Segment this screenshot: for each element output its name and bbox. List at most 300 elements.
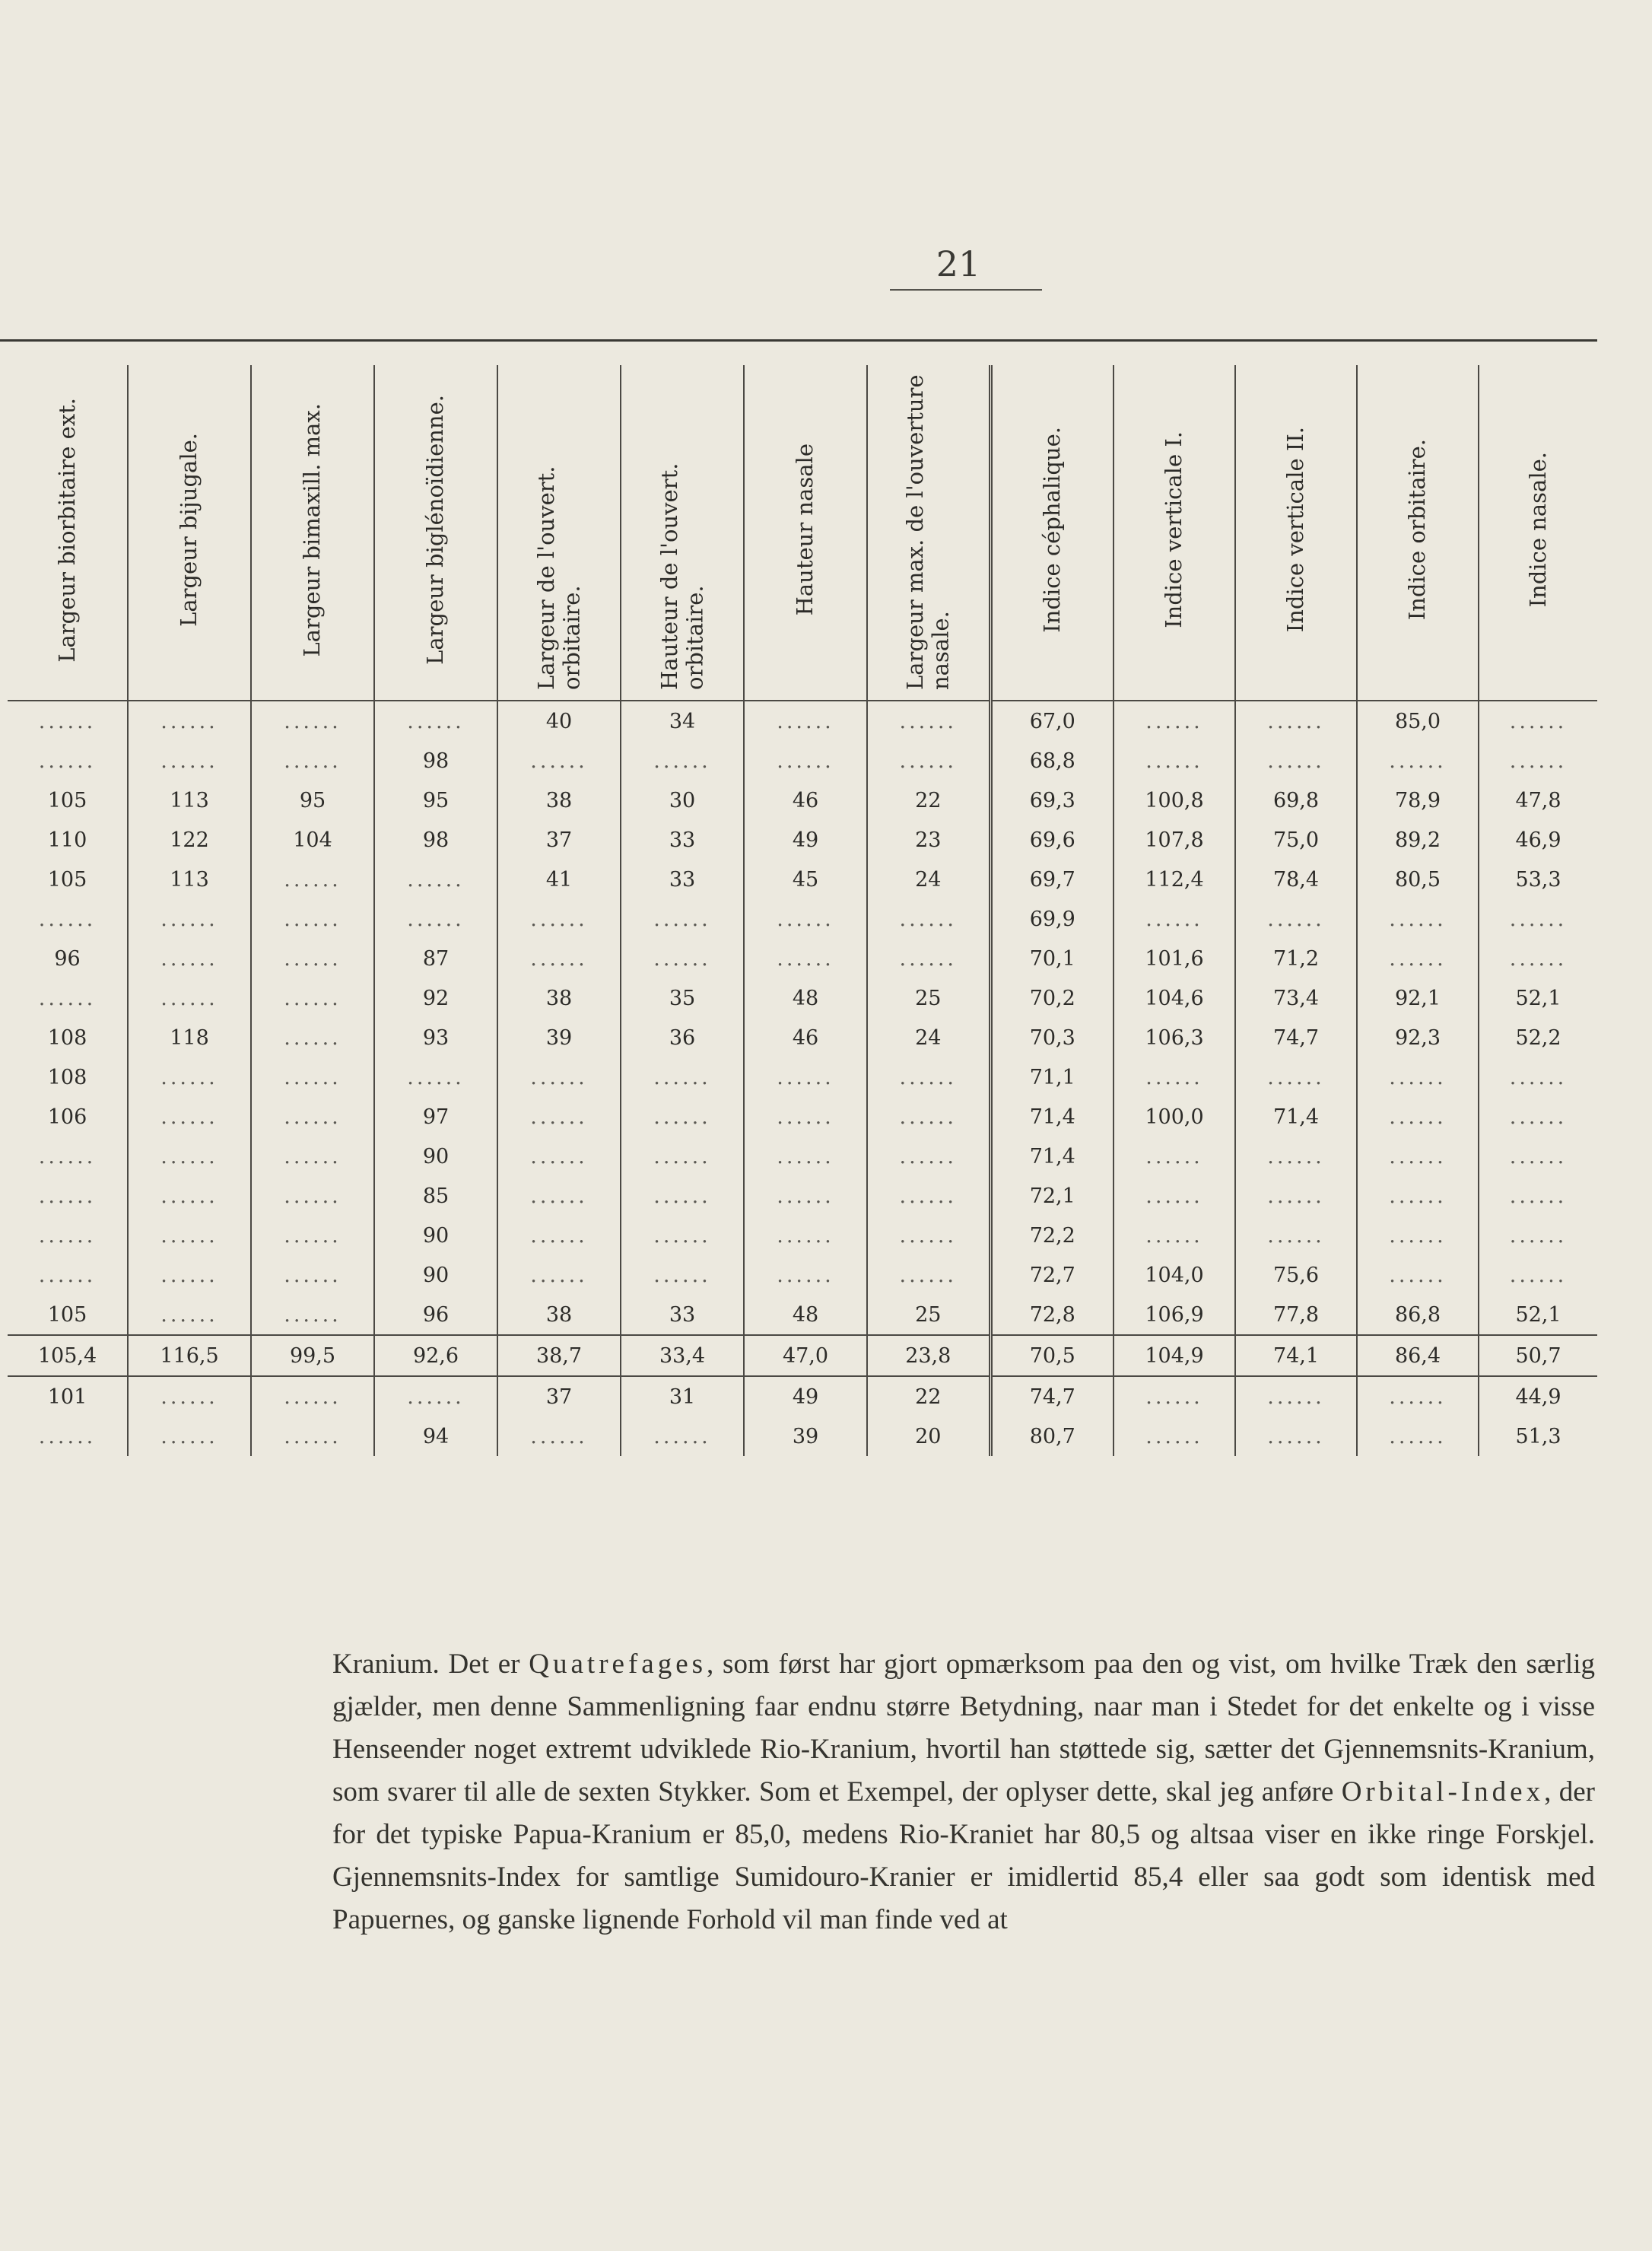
empty-marker: ......	[38, 986, 97, 1010]
empty-marker: ......	[1509, 907, 1568, 931]
empty-marker: ......	[653, 749, 711, 773]
column-header	[251, 365, 374, 701]
empty-cell	[1357, 899, 1479, 939]
empty-marker: ......	[160, 1385, 218, 1409]
empty-marker: ......	[530, 907, 588, 931]
table-cell: 116,5	[128, 1335, 251, 1376]
column-header-label: Largeur bijugale.	[176, 433, 202, 627]
empty-marker: ......	[653, 1144, 711, 1168]
empty-marker: ......	[38, 1223, 97, 1248]
empty-marker: ......	[284, 986, 342, 1010]
empty-cell	[251, 1018, 374, 1057]
empty-marker: ......	[899, 749, 957, 773]
empty-marker: ......	[160, 986, 218, 1010]
table-cell: 101,6	[1114, 939, 1235, 978]
table-cell: 113	[128, 860, 251, 899]
empty-cell	[744, 741, 867, 781]
table-cell: 38	[497, 781, 621, 820]
table-cell: 48	[744, 1295, 867, 1335]
empty-marker: ......	[1267, 907, 1325, 931]
empty-marker: ......	[899, 1223, 957, 1248]
empty-cell	[1357, 1255, 1479, 1295]
empty-marker: ......	[899, 907, 957, 931]
table-cell: 72,1	[990, 1176, 1114, 1216]
empty-marker: ......	[284, 1025, 342, 1050]
table-cell: 112,4	[1114, 860, 1235, 899]
empty-cell	[621, 1057, 744, 1097]
empty-cell	[1114, 701, 1235, 741]
empty-marker: ......	[160, 1105, 218, 1129]
empty-cell	[1357, 1216, 1479, 1255]
table-cell: 46,9	[1479, 820, 1597, 860]
table-cell: 49	[744, 1376, 867, 1416]
empty-marker: ......	[1267, 709, 1325, 733]
empty-cell	[1235, 1376, 1357, 1416]
empty-cell	[744, 899, 867, 939]
table-cell: 93	[374, 1018, 497, 1057]
empty-marker: ......	[1145, 907, 1203, 931]
table-cell: 72,8	[990, 1295, 1114, 1335]
table-row	[8, 1097, 1597, 1137]
empty-cell	[128, 978, 251, 1018]
table-cell: 25	[867, 978, 990, 1018]
table-cell: 104,0	[1114, 1255, 1235, 1295]
empty-cell	[251, 860, 374, 899]
empty-marker: ......	[1389, 946, 1447, 971]
empty-marker: ......	[160, 749, 218, 773]
empty-cell	[8, 741, 128, 781]
empty-cell	[621, 1176, 744, 1216]
table-cell: 69,8	[1235, 781, 1357, 820]
empty-marker: ......	[530, 1144, 588, 1168]
empty-marker: ......	[1509, 1184, 1568, 1208]
table-cell: 44,9	[1479, 1376, 1597, 1416]
empty-cell	[251, 1376, 374, 1416]
empty-cell	[251, 701, 374, 741]
empty-cell	[374, 701, 497, 741]
table-cell: 70,3	[990, 1018, 1114, 1057]
table-cell: 77,8	[1235, 1295, 1357, 1335]
empty-cell	[867, 1137, 990, 1176]
table-cell: 70,1	[990, 939, 1114, 978]
empty-cell	[1235, 741, 1357, 781]
table-cell: 92,1	[1357, 978, 1479, 1018]
empty-cell	[1357, 1376, 1479, 1416]
column-header	[990, 365, 1114, 701]
table-cell: 90	[374, 1137, 497, 1176]
table-cell: 50,7	[1479, 1335, 1597, 1376]
empty-cell	[128, 1057, 251, 1097]
table-cell: 75,6	[1235, 1255, 1357, 1295]
empty-marker: ......	[1267, 1223, 1325, 1248]
column-header	[621, 365, 744, 701]
empty-cell	[1114, 1137, 1235, 1176]
empty-marker: ......	[899, 1144, 957, 1168]
empty-marker: ......	[1145, 1144, 1203, 1168]
table-cell: 49	[744, 820, 867, 860]
empty-cell	[744, 701, 867, 741]
average-row	[8, 1335, 1597, 1376]
empty-cell	[1357, 1176, 1479, 1216]
column-header	[744, 365, 867, 701]
table-cell: 105,4	[8, 1335, 128, 1376]
empty-cell	[128, 1416, 251, 1456]
table-cell: 110	[47, 828, 87, 852]
table-cell: 47,0	[744, 1335, 867, 1376]
empty-cell	[1479, 1057, 1597, 1097]
empty-marker: ......	[284, 709, 342, 733]
empty-marker: ......	[284, 1424, 342, 1448]
empty-cell	[1357, 939, 1479, 978]
table-cell: 30	[621, 781, 744, 820]
table-cell: 41	[497, 860, 621, 899]
empty-marker: ......	[160, 1065, 218, 1089]
empty-marker: ......	[1389, 1385, 1447, 1409]
table-cell: 24	[867, 1018, 990, 1057]
table-cell: 90	[374, 1255, 497, 1295]
table-cell: 78,9	[1357, 781, 1479, 820]
table-cell: 69,6	[990, 820, 1114, 860]
header-row	[8, 365, 1597, 701]
empty-cell	[251, 1137, 374, 1176]
column-header-label: Indice nasale.	[1524, 452, 1551, 608]
index-term: Orbital-Index	[1341, 1776, 1545, 1807]
empty-cell	[621, 1137, 744, 1176]
empty-marker: ......	[777, 907, 834, 931]
empty-cell	[1479, 1097, 1597, 1137]
table-cell: 92,3	[1357, 1018, 1479, 1057]
table-top-rule	[0, 339, 1597, 342]
column-header-label: Indice verticale II.	[1282, 427, 1309, 633]
empty-marker: ......	[284, 1223, 342, 1248]
empty-cell	[1114, 1057, 1235, 1097]
table-cell: 52,1	[1479, 1295, 1597, 1335]
empty-marker: ......	[284, 1065, 342, 1089]
empty-marker: ......	[530, 1184, 588, 1208]
empty-marker: ......	[1145, 1385, 1203, 1409]
empty-marker: ......	[777, 749, 834, 773]
table-cell: 67,0	[990, 701, 1114, 741]
empty-cell	[497, 1137, 621, 1176]
empty-cell	[1114, 741, 1235, 781]
empty-marker: ......	[160, 1424, 218, 1448]
empty-cell	[251, 1216, 374, 1255]
empty-cell	[867, 701, 990, 741]
empty-cell	[8, 978, 128, 1018]
column-header-label: Largeur biglénoïdienne.	[422, 395, 449, 665]
empty-marker: ......	[407, 1385, 465, 1409]
table-cell: 85	[374, 1176, 497, 1216]
empty-marker: ......	[160, 1184, 218, 1208]
empty-cell	[251, 1416, 374, 1456]
empty-cell	[128, 1216, 251, 1255]
empty-cell	[374, 860, 497, 899]
empty-cell	[1235, 1057, 1357, 1097]
empty-cell	[1357, 741, 1479, 781]
measurement-table	[8, 365, 1597, 1456]
empty-marker: ......	[1389, 1184, 1447, 1208]
empty-marker: ......	[899, 709, 957, 733]
table-row	[8, 781, 1597, 820]
empty-marker: ......	[407, 907, 465, 931]
empty-cell	[1235, 899, 1357, 939]
table-row	[8, 701, 1597, 741]
empty-marker: ......	[1389, 1065, 1447, 1089]
empty-marker: ......	[653, 946, 711, 971]
empty-marker: ......	[1509, 1144, 1568, 1168]
table-cell: 107,8	[1114, 820, 1235, 860]
empty-cell	[497, 1216, 621, 1255]
empty-cell	[1479, 899, 1597, 939]
column-header	[128, 365, 251, 701]
table-cell: 39	[497, 1018, 621, 1057]
empty-cell	[1357, 1137, 1479, 1176]
table-cell: 90	[374, 1216, 497, 1255]
empty-marker: ......	[1267, 1385, 1325, 1409]
empty-marker: ......	[1145, 1065, 1203, 1089]
table-cell: 20	[867, 1416, 990, 1456]
column-header-label: Indice céphalique.	[1039, 427, 1066, 633]
table-cell: 73,4	[1235, 978, 1357, 1018]
empty-cell	[621, 1255, 744, 1295]
empty-cell	[1357, 1057, 1479, 1097]
empty-cell	[1479, 1176, 1597, 1216]
table-cell: 108	[47, 1065, 87, 1089]
empty-marker: ......	[1389, 1263, 1447, 1287]
table-cell: 101	[47, 1385, 87, 1409]
empty-marker: ......	[284, 867, 342, 892]
column-header	[1235, 365, 1357, 701]
table-cell: 86,4	[1357, 1335, 1479, 1376]
empty-cell	[867, 1097, 990, 1137]
empty-cell	[374, 899, 497, 939]
table-cell: 68,8	[990, 741, 1114, 781]
table-row	[8, 741, 1597, 781]
column-header-label: Largeur biorbitaire ext.	[53, 397, 80, 663]
empty-cell	[8, 1416, 128, 1456]
empty-cell	[374, 1376, 497, 1416]
empty-marker: ......	[1267, 749, 1325, 773]
table-cell: 74,7	[1235, 1018, 1357, 1057]
empty-cell	[251, 899, 374, 939]
table-cell: 80,5	[1357, 860, 1479, 899]
empty-cell	[1479, 701, 1597, 741]
table-cell: 23	[867, 820, 990, 860]
body-text-segment: Kranium. Det er	[332, 1649, 529, 1680]
empty-marker: ......	[777, 1263, 834, 1287]
table-cell: 71,4	[1235, 1097, 1357, 1137]
column-header-label: Largeur max. de l'ouverture nasale.	[901, 374, 954, 690]
empty-marker: ......	[1389, 1144, 1447, 1168]
table-cell: 38	[497, 1295, 621, 1335]
empty-marker: ......	[1389, 749, 1447, 773]
body-text-segment: , der for det typiske Papua-Kranium er 85,0, medens Rio-Kraniet har 80,5 og altsaa viser en ikke ringe Forskjel. Gjennemsnits-Index for samtlige Sumidouro-Kranier er imidlertid 85,4 eller saa godt som identisk med Papuernes, og ganske lignende Forhold vil man finde ved at	[332, 1776, 1595, 1935]
empty-cell	[867, 1255, 990, 1295]
empty-marker: ......	[899, 946, 957, 971]
table-cell: 95	[374, 781, 497, 820]
table-cell: 85,0	[1357, 701, 1479, 741]
table-cell: 48	[744, 978, 867, 1018]
table-cell: 52,2	[1479, 1018, 1597, 1057]
empty-marker: ......	[284, 1184, 342, 1208]
empty-cell	[1114, 1416, 1235, 1456]
table-cell: 106	[47, 1105, 87, 1129]
table-cell: 104,6	[1114, 978, 1235, 1018]
empty-marker: ......	[899, 1105, 957, 1129]
empty-marker: ......	[160, 709, 218, 733]
empty-marker: ......	[1267, 1184, 1325, 1208]
table-cell: 46	[744, 1018, 867, 1057]
empty-marker: ......	[1389, 907, 1447, 931]
table-row	[8, 978, 1597, 1018]
table-cell: 106,9	[1114, 1295, 1235, 1335]
empty-marker: ......	[38, 1263, 97, 1287]
empty-marker: ......	[1267, 1424, 1325, 1448]
table-cell: 80,7	[990, 1416, 1114, 1456]
table-cell: 97	[374, 1097, 497, 1137]
table-row	[8, 1057, 1597, 1097]
empty-marker: ......	[777, 946, 834, 971]
empty-cell	[374, 1057, 497, 1097]
empty-cell	[8, 899, 128, 939]
empty-marker: ......	[530, 1223, 588, 1248]
table-cell: 70,2	[990, 978, 1114, 1018]
empty-cell	[128, 741, 251, 781]
column-header-label: Hauteur de l'ouvert. orbitaire.	[656, 463, 707, 690]
table-cell: 108	[47, 1025, 87, 1050]
empty-cell	[128, 899, 251, 939]
column-header-label: Largeur bimaxill. max.	[299, 402, 326, 657]
table-cell: 70,5	[990, 1335, 1114, 1376]
empty-cell	[251, 1255, 374, 1295]
table-cell: 34	[621, 701, 744, 741]
empty-marker: ......	[284, 1105, 342, 1129]
table-cell: 122	[128, 820, 251, 860]
empty-cell	[1479, 1255, 1597, 1295]
table-cell: 37	[497, 820, 621, 860]
empty-cell	[128, 1295, 251, 1335]
table-cell: 98	[374, 741, 497, 781]
table-cell: 94	[374, 1416, 497, 1456]
empty-cell	[1479, 1137, 1597, 1176]
table-cell: 69,3	[990, 781, 1114, 820]
table-cell: 98	[374, 820, 497, 860]
empty-cell	[8, 1137, 128, 1176]
column-header-label: Indice orbitaire.	[1404, 439, 1431, 621]
empty-marker: ......	[38, 1184, 97, 1208]
empty-cell	[1235, 1416, 1357, 1456]
empty-marker: ......	[284, 907, 342, 931]
empty-cell	[497, 1097, 621, 1137]
table-row	[8, 1018, 1597, 1057]
empty-marker: ......	[530, 749, 588, 773]
table-cell: 92	[374, 978, 497, 1018]
empty-marker: ......	[1267, 1144, 1325, 1168]
empty-marker: ......	[653, 1184, 711, 1208]
table-cell: 118	[128, 1018, 251, 1057]
table-row	[8, 1137, 1597, 1176]
empty-marker: ......	[38, 1424, 97, 1448]
empty-marker: ......	[407, 867, 465, 892]
table-cell: 33	[621, 860, 744, 899]
table-row	[8, 899, 1597, 939]
empty-cell	[1235, 1216, 1357, 1255]
empty-cell	[497, 899, 621, 939]
empty-cell	[8, 701, 128, 741]
empty-cell	[744, 1097, 867, 1137]
table-cell: 96	[374, 1295, 497, 1335]
table-cell: 25	[867, 1295, 990, 1335]
table-cell: 37	[497, 1376, 621, 1416]
empty-marker: ......	[38, 709, 97, 733]
page-number: 21	[936, 243, 981, 285]
empty-cell	[497, 1057, 621, 1097]
empty-cell	[8, 1216, 128, 1255]
empty-cell	[621, 741, 744, 781]
body-text-segment: , som først har gjort opmærksom paa den og vist, om hvilke Træk den særlig gjælder, men denne Sammenligning faar endnu større Betydning, naar man i Stedet for det enkelte og i visse Henseender noget extremt udviklede Rio-Kranium, hvortil han støttede sig, sætter det Gjennemsnits-Kranium, som svarer til alle de sexten Stykker. Som et Exempel, der oplyser dette, skal jeg anføre	[332, 1649, 1595, 1807]
column-header	[1114, 365, 1235, 701]
table-row	[8, 1295, 1597, 1335]
empty-cell	[128, 1255, 251, 1295]
empty-marker: ......	[1509, 709, 1568, 733]
empty-cell	[621, 1097, 744, 1137]
table-cell: 39	[744, 1416, 867, 1456]
empty-cell	[621, 1216, 744, 1255]
table-cell: 52,1	[1479, 978, 1597, 1018]
empty-marker: ......	[1509, 946, 1568, 971]
table-cell: 71,1	[990, 1057, 1114, 1097]
table-cell: 100,8	[1114, 781, 1235, 820]
empty-cell	[497, 1176, 621, 1216]
empty-marker: ......	[653, 1105, 711, 1129]
empty-cell	[128, 1137, 251, 1176]
empty-marker: ......	[38, 907, 97, 931]
empty-cell	[128, 701, 251, 741]
empty-cell	[744, 1057, 867, 1097]
empty-marker: ......	[1145, 1424, 1203, 1448]
table-cell: 33	[621, 820, 744, 860]
empty-marker: ......	[284, 1385, 342, 1409]
empty-cell	[1235, 1137, 1357, 1176]
empty-marker: ......	[653, 1263, 711, 1287]
table-cell: 53,3	[1479, 860, 1597, 899]
empty-cell	[251, 939, 374, 978]
table-cell: 105	[47, 867, 87, 892]
empty-marker: ......	[1145, 709, 1203, 733]
empty-marker: ......	[284, 1302, 342, 1327]
empty-cell	[1357, 1097, 1479, 1137]
empty-cell	[251, 741, 374, 781]
table-body	[8, 701, 1597, 1456]
empty-cell	[497, 1416, 621, 1456]
empty-cell	[621, 1416, 744, 1456]
empty-marker: ......	[1509, 1105, 1568, 1129]
table-cell: 78,4	[1235, 860, 1357, 899]
column-header	[1357, 365, 1479, 701]
column-header-label: Largeur de l'ouvert. orbitaire.	[532, 465, 584, 690]
empty-marker: ......	[777, 1065, 834, 1089]
table-cell: 51,3	[1479, 1416, 1597, 1456]
empty-marker: ......	[777, 1184, 834, 1208]
table-cell: 86,8	[1357, 1295, 1479, 1335]
empty-cell	[744, 1176, 867, 1216]
table-row	[8, 939, 1597, 978]
table-cell: 23,8	[867, 1335, 990, 1376]
empty-cell	[867, 939, 990, 978]
column-header	[8, 365, 128, 701]
empty-marker: ......	[899, 1184, 957, 1208]
empty-cell	[1114, 899, 1235, 939]
